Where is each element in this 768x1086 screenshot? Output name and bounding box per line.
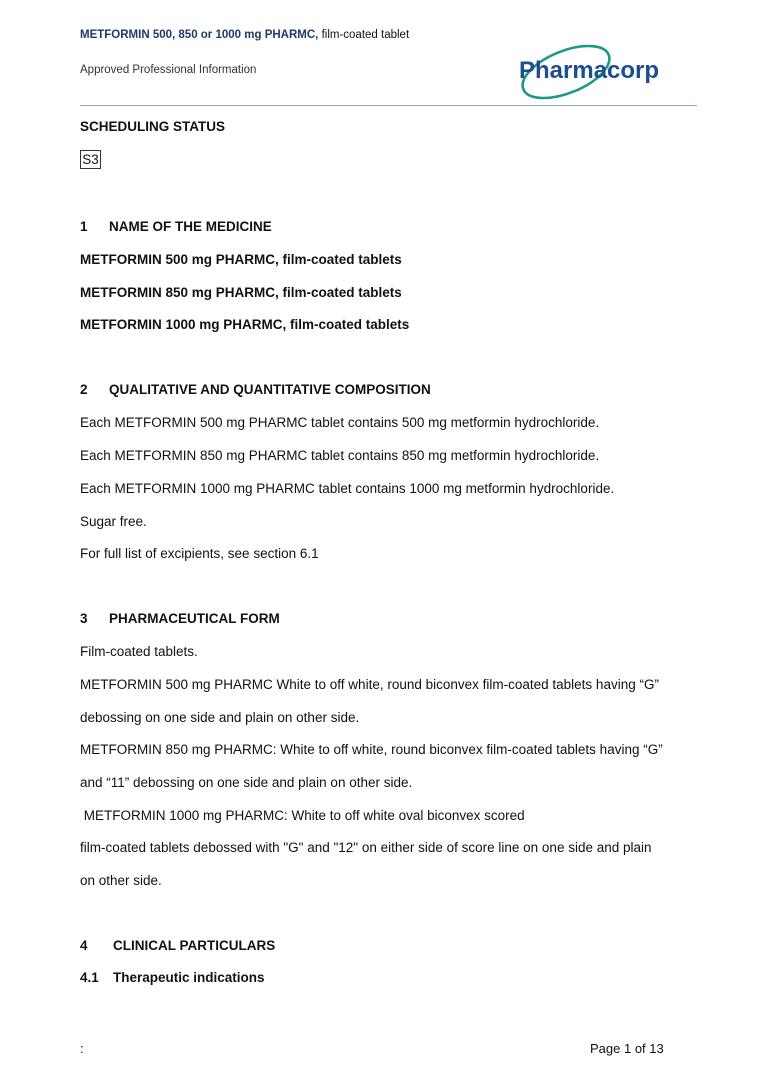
document-title-rest: film-coated tablet <box>318 29 410 41</box>
form-line-4: METFORMIN 850 mg PHARMC: White to off white, round biconvex film-coated tablets having “G” <box>80 742 663 757</box>
section-2-number: 2 <box>80 382 88 397</box>
section-2-heading <box>80 382 431 397</box>
composition-line-1000: Each METFORMIN 1000 mg PHARMC tablet contains 1000 mg metformin hydrochloride. <box>80 481 615 496</box>
form-line-8: on other side. <box>80 873 162 888</box>
section-3-title: PHARMACEUTICAL FORM <box>109 611 280 626</box>
section-4-1-number: 4.1 <box>80 970 99 985</box>
section-2-title: QUALITATIVE AND QUANTITATIVE COMPOSITION <box>109 382 431 397</box>
section-3-number: 3 <box>80 611 88 626</box>
medicine-name-1000: METFORMIN 1000 mg PHARMC, film-coated tablets <box>80 317 410 332</box>
scheduling-status-heading: SCHEDULING STATUS <box>80 119 225 134</box>
form-line-1: Film-coated tablets. <box>80 644 198 659</box>
pharmacorp-logo-graphic <box>516 42 686 104</box>
medicine-name-500: METFORMIN 500 mg PHARMC, film-coated tablets <box>80 252 402 267</box>
section-3-heading <box>80 611 280 626</box>
document-subtitle: Approved Professional Information <box>80 64 257 76</box>
medicine-name-850: METFORMIN 850 mg PHARMC, film-coated tablets <box>80 285 402 300</box>
pharmacorp-logo <box>516 42 686 104</box>
scheduling-status-value: S3 <box>80 150 101 169</box>
section-4-1-heading <box>80 970 265 985</box>
composition-line-850: Each METFORMIN 850 mg PHARMC tablet contains 850 mg metformin hydrochloride. <box>80 448 600 463</box>
section-1-number: 1 <box>80 219 88 234</box>
page-number: Page 1 of 13 <box>590 1041 664 1056</box>
section-4-title: CLINICAL PARTICULARS <box>113 938 276 953</box>
document-title-bold: METFORMIN 500, 850 or 1000 mg PHARMC, <box>80 29 319 41</box>
form-line-2: METFORMIN 500 mg PHARMC White to off white, round biconvex film-coated tablets having “G” <box>80 677 659 692</box>
form-line-6: METFORMIN 1000 mg PHARMC: White to off white oval biconvex scored <box>80 808 525 823</box>
footer-left-text: : <box>80 1041 84 1056</box>
form-line-3: debossing on one side and plain on other side. <box>80 710 360 725</box>
sugar-free-note: Sugar free. <box>80 514 147 529</box>
section-4-1-title: Therapeutic indications <box>113 970 265 985</box>
composition-line-500: Each METFORMIN 500 mg PHARMC tablet contains 500 mg metformin hydrochloride. <box>80 415 600 430</box>
header-divider <box>80 105 697 106</box>
section-1-heading <box>80 219 272 234</box>
form-line-7: film-coated tablets debossed with "G" and "12" on either side of score line on one side and plain <box>80 840 652 855</box>
document-title <box>80 29 409 41</box>
excipients-note: For full list of excipients, see section 6.1 <box>80 546 319 561</box>
logo-wordmark: Pharmacorp <box>519 57 660 84</box>
section-4-number: 4 <box>80 938 88 953</box>
form-line-5: and “11” debossing on one side and plain on other side. <box>80 775 413 790</box>
section-1-title: NAME OF THE MEDICINE <box>109 219 272 234</box>
section-4-heading <box>80 938 275 953</box>
